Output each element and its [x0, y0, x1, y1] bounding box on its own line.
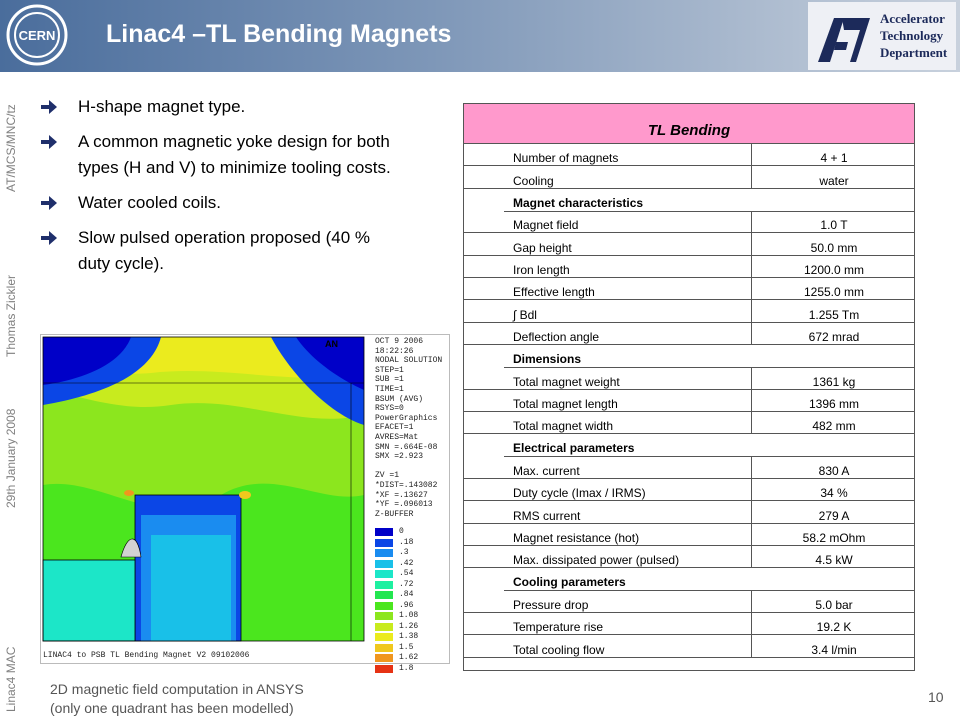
parameter-label: Number of magnets — [513, 151, 619, 166]
table-row — [464, 211, 914, 233]
plot-info-line: RSYS=0 — [375, 404, 404, 414]
plot-info-line: 18:22:26 — [375, 346, 414, 356]
table-title: TL Bending — [647, 122, 731, 139]
table-row — [464, 635, 914, 657]
plot-info-line: Z-BUFFER — [375, 509, 414, 519]
table-row — [464, 166, 914, 188]
parameter-value: 5.0 bar — [815, 597, 853, 612]
caption-line-1: 2D magnetic field computation in ANSYS — [50, 681, 304, 697]
parameter-value: 4 + 1 — [820, 151, 848, 166]
bullet-text: H-shape magnet type. — [78, 97, 246, 116]
column-divider — [751, 367, 752, 389]
parameter-value: 19.2 K — [816, 620, 852, 635]
side-author: Thomas Zickler — [4, 274, 18, 357]
legend-swatch — [375, 612, 393, 620]
parameter-value: 1200.0 mm — [803, 262, 865, 277]
table-row — [464, 367, 914, 389]
parameter-label: Total magnet width — [513, 419, 614, 434]
table-header — [464, 104, 914, 144]
legend-swatch — [375, 570, 393, 578]
table-row — [464, 590, 914, 612]
plot-info-line: NODAL SOLUTION — [375, 356, 443, 366]
parameter-label: Max. dissipated power (pulsed) — [513, 553, 680, 568]
column-divider — [751, 546, 752, 568]
plot-footer-label: LINAC4 to PSB TL Bending Magnet V2 09102006 — [43, 651, 250, 660]
section-label: Electrical parameters — [513, 441, 635, 456]
side-project: Linac4 MAC — [4, 646, 18, 712]
arrow-bullet-icon — [40, 133, 58, 151]
parameter-label: Total magnet weight — [513, 374, 620, 389]
plot-info-line: STEP=1 — [375, 365, 404, 375]
legend-label: .3 — [399, 548, 409, 557]
legend-swatch — [375, 665, 393, 673]
parameter-label: Temperature rise — [513, 620, 604, 635]
column-divider — [751, 278, 752, 300]
column-divider — [751, 613, 752, 635]
column-divider — [751, 211, 752, 233]
side-footer-text — [4, 62, 20, 712]
slide-title: Linac4 –TL Bending Magnets — [106, 20, 452, 48]
legend-label: .84 — [399, 590, 414, 599]
legend-swatch — [375, 623, 393, 631]
parameter-label: Total cooling flow — [513, 642, 605, 657]
section-label: Dimensions — [513, 352, 582, 367]
parameter-value: 1.255 Tm — [808, 307, 860, 322]
parameter-label: Pressure drop — [513, 597, 589, 612]
table-section-row — [464, 568, 914, 590]
table-row — [464, 144, 914, 166]
column-divider — [751, 524, 752, 546]
table-row — [464, 278, 914, 300]
column-divider — [751, 501, 752, 523]
bullet-text: Water cooled coils. — [78, 193, 221, 212]
parameter-value: 482 mm — [812, 419, 856, 434]
column-divider — [751, 635, 752, 657]
table-row — [464, 300, 914, 322]
parameter-label: Duty cycle (Imax / IRMS) — [513, 486, 646, 501]
column-divider — [751, 456, 752, 478]
side-group: AT/MCS/MNC/tz — [4, 104, 18, 192]
cern-logo-text: CERN — [18, 28, 56, 43]
arrow-bullet-icon — [40, 229, 58, 247]
legend-swatch — [375, 581, 393, 589]
parameter-label: Cooling — [513, 173, 554, 188]
parameter-value: 4.5 kW — [815, 553, 853, 568]
parameter-label: Magnet field — [513, 218, 579, 233]
parameter-label: Magnet resistance (hot) — [513, 530, 640, 545]
table-row — [464, 479, 914, 501]
column-divider — [751, 256, 752, 278]
section-label: Cooling parameters — [513, 575, 626, 590]
plot-info-line: SUB =1 — [375, 375, 404, 385]
parameter-value: 672 mrad — [808, 330, 860, 345]
parameter-label: Effective length — [513, 285, 595, 300]
column-divider — [751, 144, 752, 166]
legend-label: 1.5 — [399, 642, 414, 652]
plot-info-line: ZV =1 — [375, 471, 400, 481]
plot-info-line: EFACET=1 — [375, 423, 414, 433]
column-divider — [751, 166, 752, 188]
parameter-label: Iron length — [513, 262, 570, 277]
legend-label: .72 — [399, 579, 414, 589]
bullet-text: Slow pulsed operation proposed (40 % duty cycle). — [78, 228, 371, 273]
legend-swatch — [375, 591, 393, 599]
bullet-item — [40, 94, 400, 120]
parameter-value: 830 A — [818, 463, 850, 478]
at-department-logo — [808, 2, 956, 70]
parameter-value: 1.0 T — [820, 218, 848, 233]
plot-info-line: BSUM (AVG) — [375, 394, 424, 404]
legend-swatch — [375, 560, 393, 568]
legend-label: .42 — [399, 558, 414, 568]
table-row — [464, 501, 914, 523]
column-divider — [751, 479, 752, 501]
page-number: 10 — [928, 689, 944, 705]
department-name — [880, 10, 947, 61]
bullet-item — [40, 225, 400, 277]
parameter-value: 58.2 mOhm — [802, 530, 866, 545]
department-line-3: Department — [880, 45, 948, 60]
cern-logo — [4, 2, 70, 68]
plot-info-block — [375, 337, 451, 519]
legend-label: 1.62 — [399, 653, 419, 662]
legend-swatch — [375, 654, 393, 662]
table-row — [464, 233, 914, 255]
legend-swatch — [375, 602, 393, 610]
parameter-label: Gap height — [513, 240, 572, 255]
table-row — [464, 256, 914, 278]
table-row — [464, 456, 914, 478]
section-label: Magnet characteristics — [513, 195, 644, 210]
bullet-list — [40, 94, 400, 286]
table-row — [464, 390, 914, 412]
parameter-value: water — [819, 173, 849, 188]
plot-info-line: AVRES=Mat — [375, 432, 419, 442]
column-divider — [751, 300, 752, 322]
column-divider — [751, 323, 752, 345]
plot-info-line: SMN =.664E-08 — [375, 442, 438, 452]
parameter-label: Deflection angle — [513, 330, 600, 345]
table-section-row — [464, 189, 914, 211]
legend-swatch — [375, 633, 393, 641]
figure-caption — [50, 680, 304, 718]
side-date: 29th January 2008 — [4, 408, 18, 508]
table-row — [464, 412, 914, 434]
table-row — [464, 613, 914, 635]
legend-label: .96 — [399, 600, 414, 610]
plot-info-line: TIME=1 — [375, 384, 404, 394]
arrow-bullet-icon — [40, 98, 58, 116]
legend-swatch — [375, 644, 393, 652]
legend-label: 0 — [399, 527, 404, 536]
plot-info-line: *XF =.13627 — [375, 490, 428, 500]
arrow-bullet-icon — [40, 194, 58, 212]
legend-swatch — [375, 528, 393, 536]
department-line-1: Accelerator — [880, 11, 945, 26]
parameter-label: ∫ Bdl — [513, 307, 537, 322]
ansys-field-plot — [40, 334, 450, 673]
legend-label: 1.8 — [399, 663, 414, 673]
plot-info-line — [375, 462, 451, 472]
parameter-value: 1361 kg — [812, 374, 856, 389]
legend-label: .54 — [399, 569, 414, 578]
plot-info-line: OCT 9 2006 — [375, 337, 424, 346]
parameter-value: 1255.0 mm — [803, 285, 865, 300]
column-divider — [751, 412, 752, 434]
parameter-value: 34 % — [820, 486, 848, 501]
ansys-logo: AN — [325, 339, 338, 349]
parameter-value: 50.0 mm — [810, 240, 858, 255]
bullet-text: A common magnetic yoke design for both types (H and V) to minimize tooling costs. — [78, 132, 391, 177]
table-row — [464, 524, 914, 546]
parameter-label: RMS current — [513, 508, 581, 523]
slide-header — [0, 0, 960, 72]
bullet-item — [40, 190, 400, 216]
table-row — [464, 323, 914, 345]
department-line-2: Technology — [880, 28, 944, 43]
legend-label: 1.08 — [399, 611, 419, 620]
parameter-label: Max. current — [513, 463, 580, 478]
plot-info-line: *YF =.096013 — [375, 500, 433, 510]
plot-info-line: PowerGraphics — [375, 413, 438, 423]
column-divider — [751, 390, 752, 412]
legend-label: .18 — [399, 537, 414, 547]
plot-info-line: SMX =2.923 — [375, 452, 424, 462]
parameter-value: 1396 mm — [808, 396, 860, 411]
column-divider — [751, 233, 752, 255]
tl-bending-table — [463, 103, 915, 671]
parameter-value: 3.4 l/min — [811, 642, 857, 657]
table-row — [464, 546, 914, 568]
field-contour-plot — [41, 335, 368, 643]
legend-label: 1.26 — [399, 621, 419, 631]
at-logo-icon — [814, 8, 874, 68]
plot-info-line: *DIST=.143082 — [375, 480, 438, 490]
column-divider — [751, 590, 752, 612]
legend-label: 1.38 — [399, 632, 419, 641]
legend-swatch — [375, 549, 393, 557]
parameter-label: Total magnet length — [513, 396, 618, 411]
caption-line-2: (only one quadrant has been modelled) — [50, 700, 294, 716]
bullet-item — [40, 129, 400, 181]
parameter-value: 279 A — [818, 508, 850, 523]
table-section-row — [464, 434, 914, 456]
table-section-row — [464, 345, 914, 367]
legend-swatch — [375, 539, 393, 547]
